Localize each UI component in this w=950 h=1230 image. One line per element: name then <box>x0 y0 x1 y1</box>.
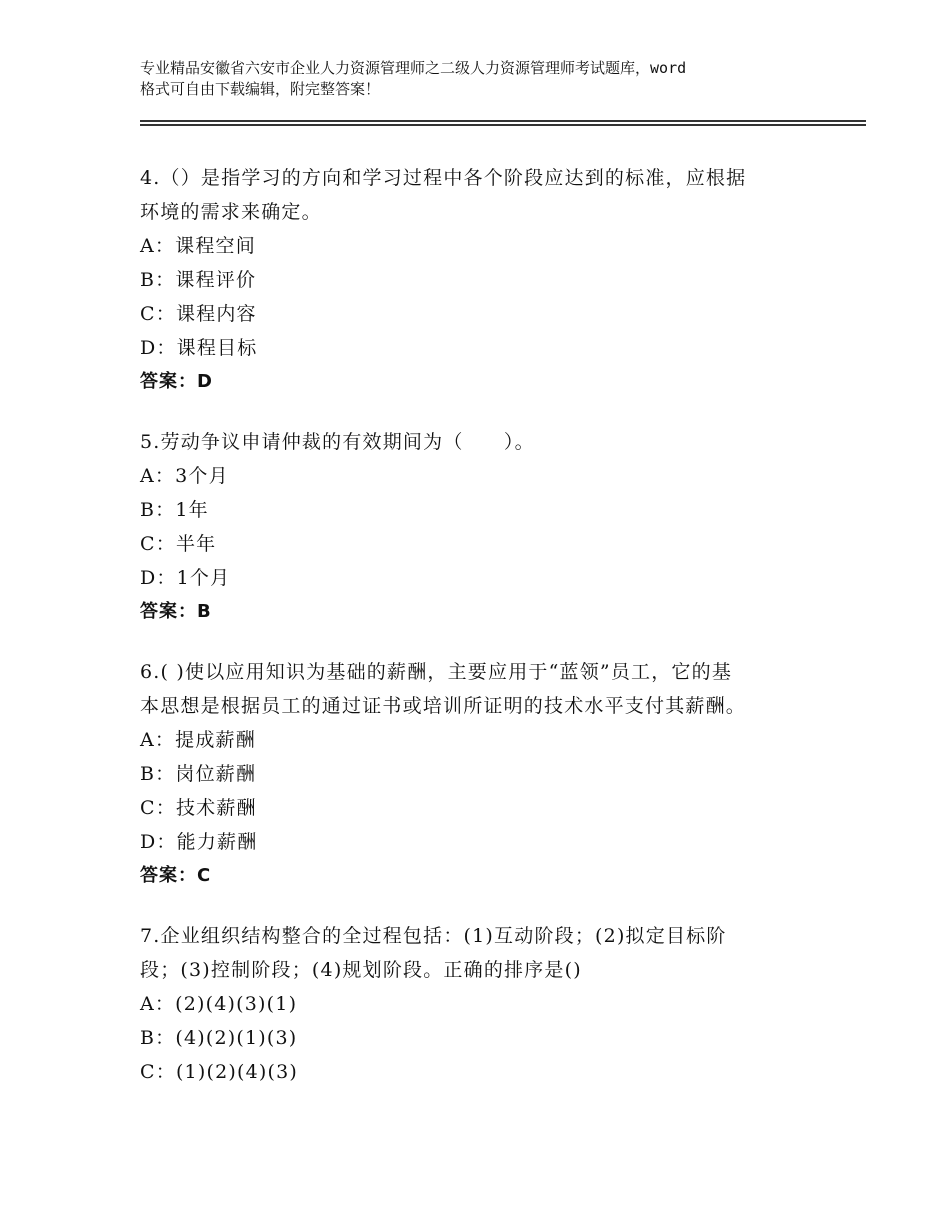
question-5 <box>140 425 840 629</box>
option-a: A：3个月 <box>140 465 229 487</box>
option-d: D：能力薪酬 <box>140 831 258 853</box>
document-header <box>140 58 840 100</box>
answer-line: 答案：D <box>140 371 213 392</box>
option-b: B：(4)(2)(1)(3) <box>140 1027 298 1049</box>
option-a: A：(2)(4)(3)(1) <box>140 993 298 1015</box>
option-b: B：岗位薪酬 <box>140 763 257 785</box>
header-title-line-2: 格式可自由下载编辑，附完整答案！ <box>140 80 381 98</box>
stem-line: 5.劳动争议申请仲裁的有效期间为（ ）。 <box>140 431 535 453</box>
header-divider <box>140 120 866 126</box>
header-title-line-1: 专业精品安徽省六安市企业人力资源管理师之二级人力资源管理师考试题库，word <box>140 59 687 77</box>
question-stem <box>140 425 840 459</box>
stem-line: 段；(3)控制阶段；(4)规划阶段。正确的排序是() <box>140 959 582 981</box>
question-6 <box>140 655 840 893</box>
option-d: D：课程目标 <box>140 337 258 359</box>
question-list <box>140 161 840 1115</box>
option-b: B：1年 <box>140 499 209 521</box>
stem-line: 6.( )使以应用知识为基础的薪酬，主要应用于“蓝领”员工，它的基 <box>140 661 733 683</box>
stem-line: 环境的需求来确定。 <box>140 201 322 223</box>
stem-line: 4.（）是指学习的方向和学习过程中各个阶段应达到的标准，应根据 <box>140 167 747 189</box>
question-4 <box>140 161 840 399</box>
option-c: C：技术薪酬 <box>140 797 257 819</box>
question-7 <box>140 919 840 1089</box>
option-c: C：课程内容 <box>140 303 257 325</box>
option-a: A：提成薪酬 <box>140 729 256 751</box>
question-stem <box>140 161 840 229</box>
answer-line: 答案：B <box>140 601 212 622</box>
question-stem <box>140 655 840 723</box>
question-stem <box>140 919 840 987</box>
option-b: B：课程评价 <box>140 269 257 291</box>
option-d: D：1个月 <box>140 567 231 589</box>
option-c: C：(1)(2)(4)(3) <box>140 1061 298 1083</box>
stem-line: 7.企业组织结构整合的全过程包括：(1)互动阶段；(2)拟定目标阶 <box>140 925 727 947</box>
option-a: A：课程空间 <box>140 235 256 257</box>
answer-line: 答案：C <box>140 865 212 886</box>
option-c: C：半年 <box>140 533 217 555</box>
stem-line: 本思想是根据员工的通过证书或培训所证明的技术水平支付其薪酬。 <box>140 695 747 717</box>
